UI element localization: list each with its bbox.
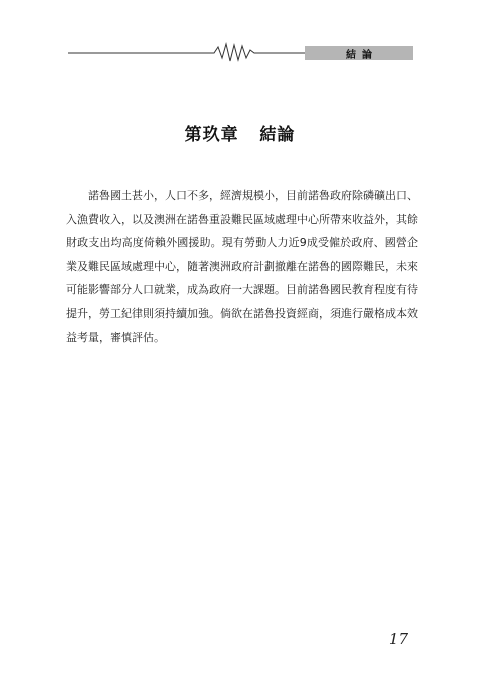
header-zigzag-line <box>68 44 306 61</box>
page-number: 17 <box>388 630 408 648</box>
body-paragraph: 諾魯國土甚小，人口不多，經濟規模小，目前諾魯政府除磷礦出口、入漁費收入，以及澳洲在諾魯重設難民區域處理中心所帶來收益外，其餘財政支出均高度倚賴外國援助。現有勞動人力近9成受僱於政府、國營企業及難民區域處理中心，隨著澳洲政府計劃撤離在諾魯的國際難民，未來可能影響部分人口就業，成為政府一大課題。目前諾魯國民教育程度有待提升，勞工紀律則須持續加強。倘欲在諾魯投資經商，須進行嚴格成本效益考量，審慎評估。 <box>66 189 418 344</box>
header-section-label: 結論 <box>346 49 378 61</box>
chapter-title: 第玖章 結論 <box>184 125 296 145</box>
header-section-badge <box>305 46 413 60</box>
